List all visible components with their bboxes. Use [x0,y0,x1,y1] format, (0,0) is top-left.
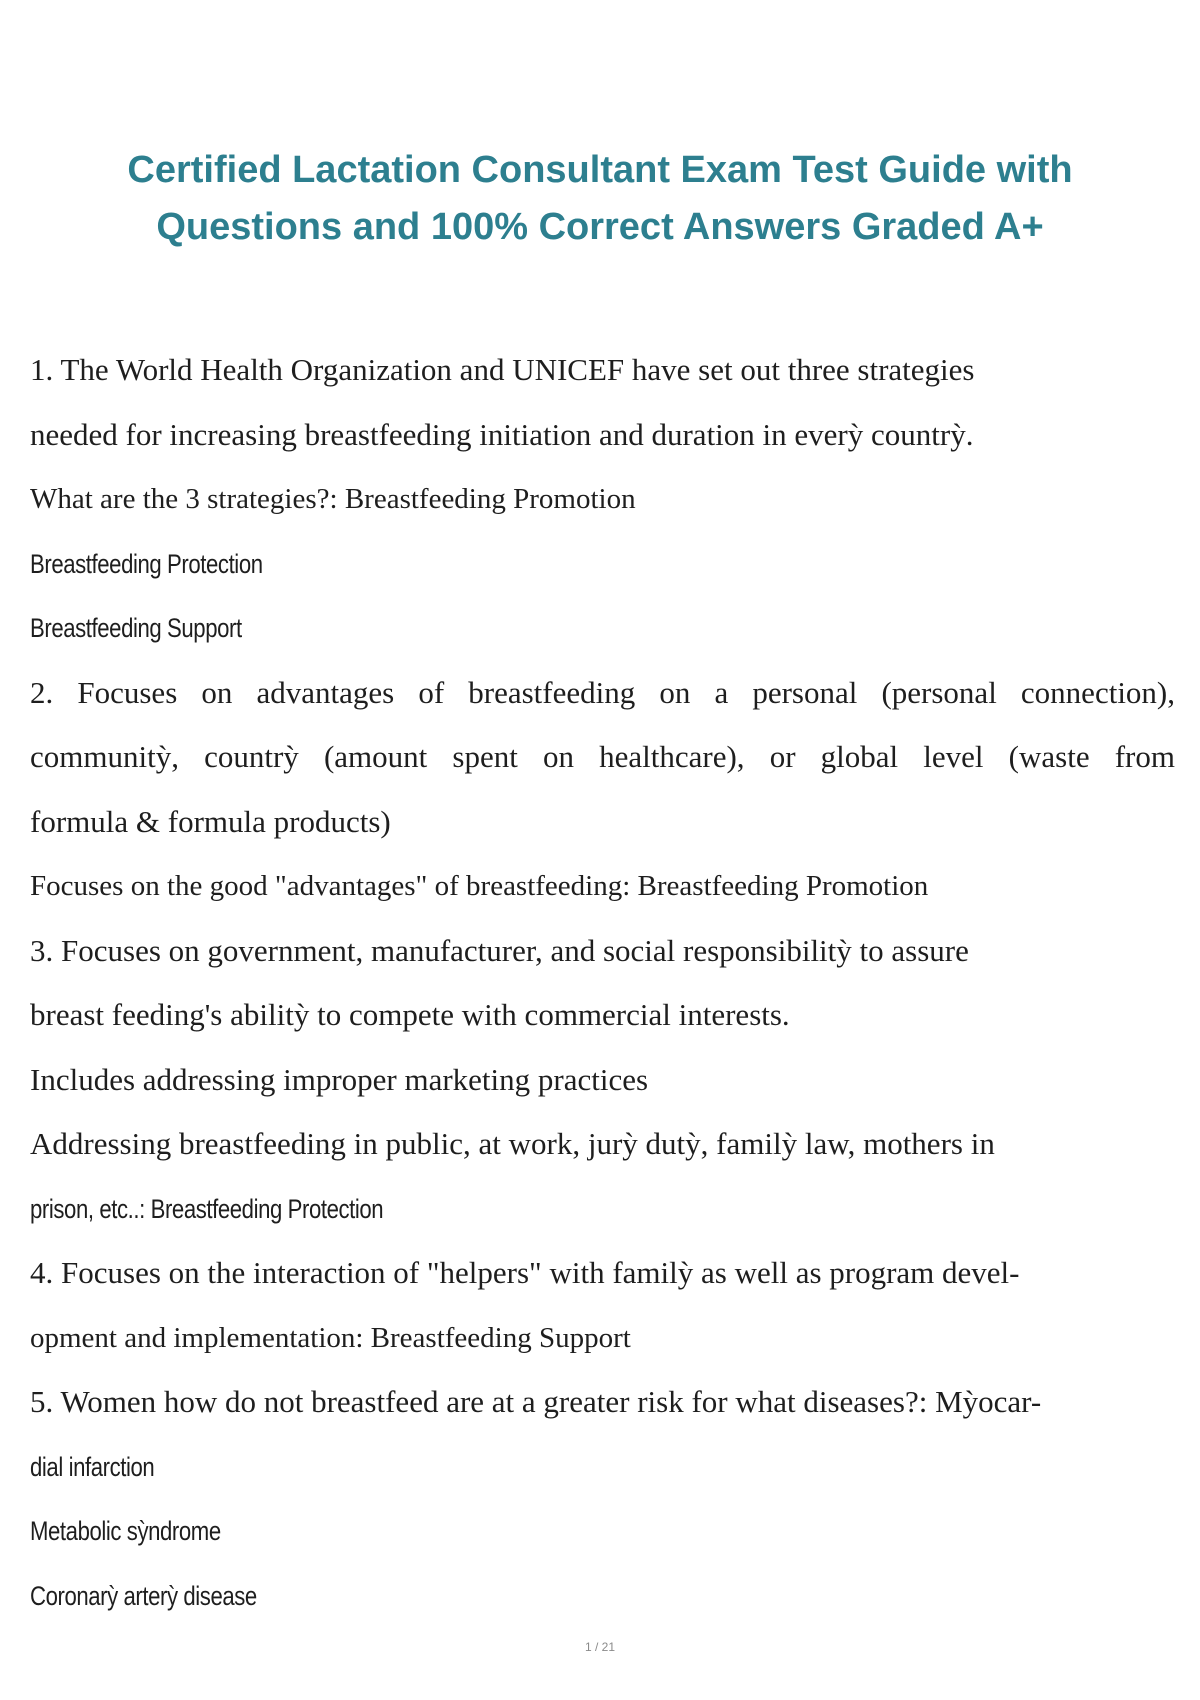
question-1-answer: What are the 3 strategies?: Breastfeeding Promotion [30,483,636,515]
answer-line: Metabolic sỳndrome [30,1516,221,1546]
title-line-1: Certified Lactation Consultant Exam Test Guide with [127,149,1073,191]
question-1-line-1: 1. The World Health Organization and UNICEF have set out three strategies [30,352,975,387]
question-2-line-3: formula & formula products) [30,803,391,839]
question-4-line-1: 4. Focuses on the interaction of "helpers" with familỳ as well as program devel- [30,1255,1020,1290]
question-2-line-1: 2. Focuses on advantages of breastfeeding on a personal (personal connection), [30,674,1175,710]
question-2-answer: Focuses on the good "advantages" of breastfeeding: Breastfeeding Promotion [30,870,929,902]
answer-line: Breastfeeding Support [30,613,242,643]
document-body [30,338,1175,1628]
question-3-line-4: Addressing breastfeeding in public, at work, jurỳ dutỳ, familỳ law, mothers in [30,1126,995,1161]
question-4-answer: opment and implementation: Breastfeeding Support [30,1321,631,1354]
question-3-line-3: Includes addressing improper marketing practices [30,1061,649,1097]
question-5-line-1: 5. Women how do not breastfeed are at a greater risk for what diseases?: Mỳocar- [30,1384,1042,1419]
document-title [0,142,1200,256]
question-3-line-1: 3. Focuses on government, manufacturer, and social responsibilitỳ to assure [30,932,969,968]
question-2-line-2: communitỳ, countrỳ (amount spent on healthcare), or global level (waste from [30,739,1175,774]
answer-line: Breastfeeding Protection [30,548,263,579]
answer-line: dial infarction [30,1451,155,1482]
question-1-line-2: needed for increasing breastfeeding initiation and duration in everỳ countrỳ. [30,416,974,452]
question-3-answer: prison, etc..: Breastfeeding Protection [30,1193,384,1224]
title-line-2: Questions and 100% Correct Answers Graded A+ [156,206,1044,248]
question-3-line-2: breast feeding's abilitỳ to compete with commercial interests. [30,997,790,1032]
answer-line: Coronarỳ arterỳ disease [30,1580,257,1611]
page-number: 1 / 21 [584,1640,616,1654]
